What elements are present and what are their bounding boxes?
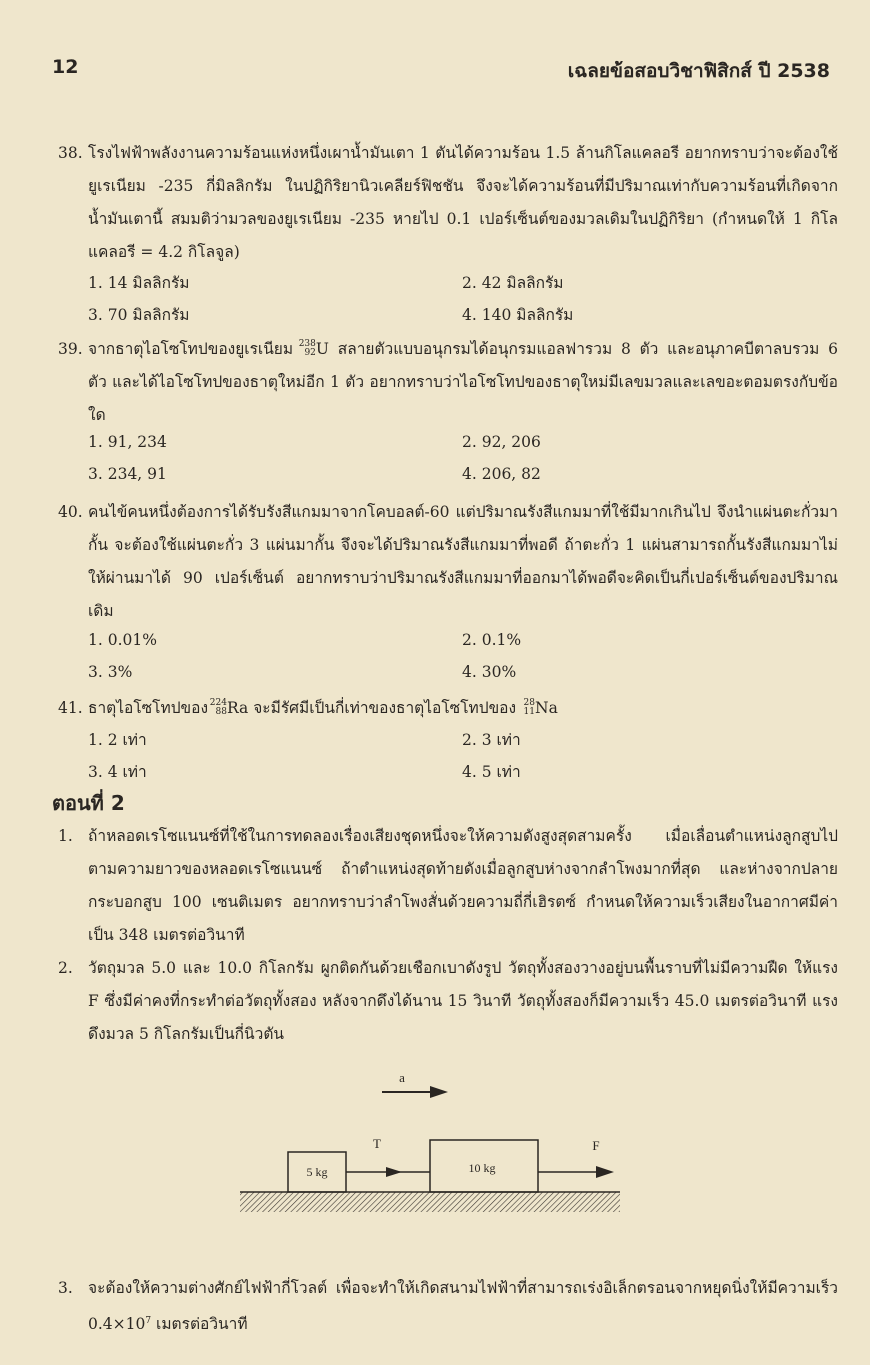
question-text: คนไข้คนหนึ่งต้องการได้รับรังสีแกมมาจากโคบอลต์-60 แต่ปริมาณรังสีแกมมาที่ใช้มีมากเกินไป จึงนำแผ่นตะกั่วมากั้น จะต้องใช้แผ่นตะกั่ว 3 แผ่นมากั้น จึงจะได้ปริมาณรังสีแกมมาที่พอดี ถ้าตะกั่ว 1 แผ่นสามารถกั้นรังสีแกมมาไม่ให้ผ่านมาได้ 90 เปอร์เซ็นต์ อยากทราบว่าปริมาณรังสีแกมมาที่ออกมาได้พอดีจะคิดเป็นกี่เปอร์เซ็นต์ของปริมาณเดิม	[88, 503, 838, 620]
two-block-diagram	[230, 1070, 630, 1280]
question-text: โรงไฟฟ้าพลังงานความร้อนแห่งหนึ่งเผาน้ำมันเตา 1 ตันได้ความร้อน 1.5 ล้านกิโลแคลอรี อยากทราบว่าจะต้องใช้ยูเรเนียม -235 กี่มิลลิกรัม ในปฏิกิริยานิวเคลียร์ฟิชชัน จึงจะได้ความร้อนที่มีปริมาณเท่ากับความร้อนที่เกิดจากน้ำมันเตานี้ สมมติว่ามวลของยูเรเนียม -235 หายไป 0.1 เปอร์เซ็นต์ของมวลเดิมในปฏิกิริยา (กำหนดให้ 1 กิโลแคลอรี = 4.2 กิโลจูล)	[88, 144, 838, 261]
question-number: 40.	[58, 503, 83, 521]
exponent: 7	[145, 1316, 152, 1326]
problem-text: วัตถุมวล 5.0 และ 10.0 กิโลกรัม ผูกติดกันด้วยเชือกเบาดังรูป วัตถุทั้งสองวางอยู่บนพื้นราบที่ไม่มีความฝืด ให้แรง F ซึ่งมีค่าคงที่กระทำต่อวัตถุทั้งสอง หลังจากดึงได้นาน 15 วินาที วัตถุทั้งสองก็มีความเร็ว 45.0 เมตรต่อวินาที แรงดึงมวล 5 กิโลกรัมเป็นกี่นิวตัน	[88, 959, 838, 1043]
ground	[240, 1192, 620, 1212]
option-4: 4. 5 เท่า	[462, 763, 521, 781]
problem-3	[58, 1272, 838, 1341]
option-3: 3. 4 เท่า	[88, 763, 147, 781]
option-1: 1. 14 มิลลิกรัม	[88, 274, 190, 292]
mass2-label: 10 kg	[468, 1161, 496, 1175]
section-title: ตอนที่ 2	[52, 791, 125, 815]
accel-arrow	[382, 1086, 448, 1098]
force-arrow	[596, 1166, 614, 1178]
question-38	[58, 137, 838, 269]
problem-number: 1.	[58, 827, 73, 845]
problem-text: จะต้องให้ความต่างศักย์ไฟฟ้ากี่โวลต์ เพื่อจะทำให้เกิดสนามไฟฟ้าที่สามารถเร่งอิเล็กตรอนจากหยุดนิ่งให้มีความเร็ว $0.4\times 10^7$ เมตรต่อวินาที	[88, 1279, 838, 1334]
tension-arrow	[386, 1167, 402, 1177]
problem-number: 3.	[58, 1279, 73, 1297]
mass1-label: 5 kg	[306, 1165, 328, 1179]
question-number: 38.	[58, 144, 83, 162]
option-3: 3. 234, 91	[88, 465, 167, 483]
option-4: 4. 30%	[462, 663, 517, 681]
problem-2	[58, 952, 838, 1051]
option-1: 1. 91, 234	[88, 433, 167, 451]
option-3: 3. 70 มิลลิกรัม	[88, 306, 190, 324]
question-41	[58, 692, 838, 725]
problem-1	[58, 820, 838, 952]
question-text: จากธาตุไอโซโทปของยูเรเนียม 238 92 U สลายตัวแบบอนุกรมได้อนุกรมแอลฟารวม 8 ตัว และอนุภาคบีตาลบรวม 6 ตัว และได้ไอโซโทปของธาตุใหม่อีก 1 ตัว อยากทราบว่าไอโซโทปของธาตุใหม่มีเลขมวลและเลขอะตอมตรงกับข้อใด	[88, 339, 838, 424]
page-number: 12	[52, 56, 79, 78]
option-3: 3. 3%	[88, 663, 133, 681]
force-label: F	[592, 1138, 600, 1153]
option-1: 1. 0.01%	[88, 631, 157, 649]
problem-number: 2.	[58, 959, 73, 977]
isotope-notation: 28 11	[523, 698, 535, 717]
question-number: 39.	[58, 340, 83, 358]
accel-label: a	[399, 1070, 405, 1085]
question-39	[58, 333, 838, 432]
question-text: ธาตุไอโซโทปของ 224 88 Ra จะมีรัศมีเป็นกี่เท่าของธาตุไอโซโทปของ 28 11 Na	[88, 698, 558, 717]
question-number: 41.	[58, 699, 83, 717]
book-title: เฉลยข้อสอบวิชาฟิสิกส์ ปี 2538	[567, 60, 830, 82]
option-2: 2. 42 มิลลิกรัม	[462, 274, 564, 292]
problem-text: ถ้าหลอดเรโซแนนซ์ที่ใช้ในการทดลองเรื่องเสียงชุดหนึ่งจะให้ความดังสูงสุดสามครั้ง เมื่อเลื่อนตำแหน่งลูกสูบไปตามความยาวของหลอดเรโซแนนซ์ ถ้าตำแหน่งสุดท้ายดังเมื่อลูกสูบห่างจากลำโพงมากที่สุด และห่างจากปลายกระบอกสูบ 100 เซนติเมตร อยากทราบว่าลำโพงสั่นด้วยความถี่กี่เฮิรตซ์ กำหนดให้ความเร็วเสียงในอากาศมีค่าเป็น 348 เมตรต่อวินาที	[88, 827, 838, 944]
page-header	[52, 56, 830, 88]
option-2: 2. 0.1%	[462, 631, 522, 649]
option-4: 4. 140 มิลลิกรัม	[462, 306, 574, 324]
option-2: 2. 92, 206	[462, 433, 541, 451]
option-4: 4. 206, 82	[462, 465, 541, 483]
option-2: 2. 3 เท่า	[462, 731, 521, 749]
tension-label: T	[373, 1136, 381, 1151]
isotope-notation: 238 92	[298, 339, 316, 358]
question-40	[58, 496, 838, 628]
isotope-notation: 224 88	[209, 698, 227, 717]
option-1: 1. 2 เท่า	[88, 731, 147, 749]
